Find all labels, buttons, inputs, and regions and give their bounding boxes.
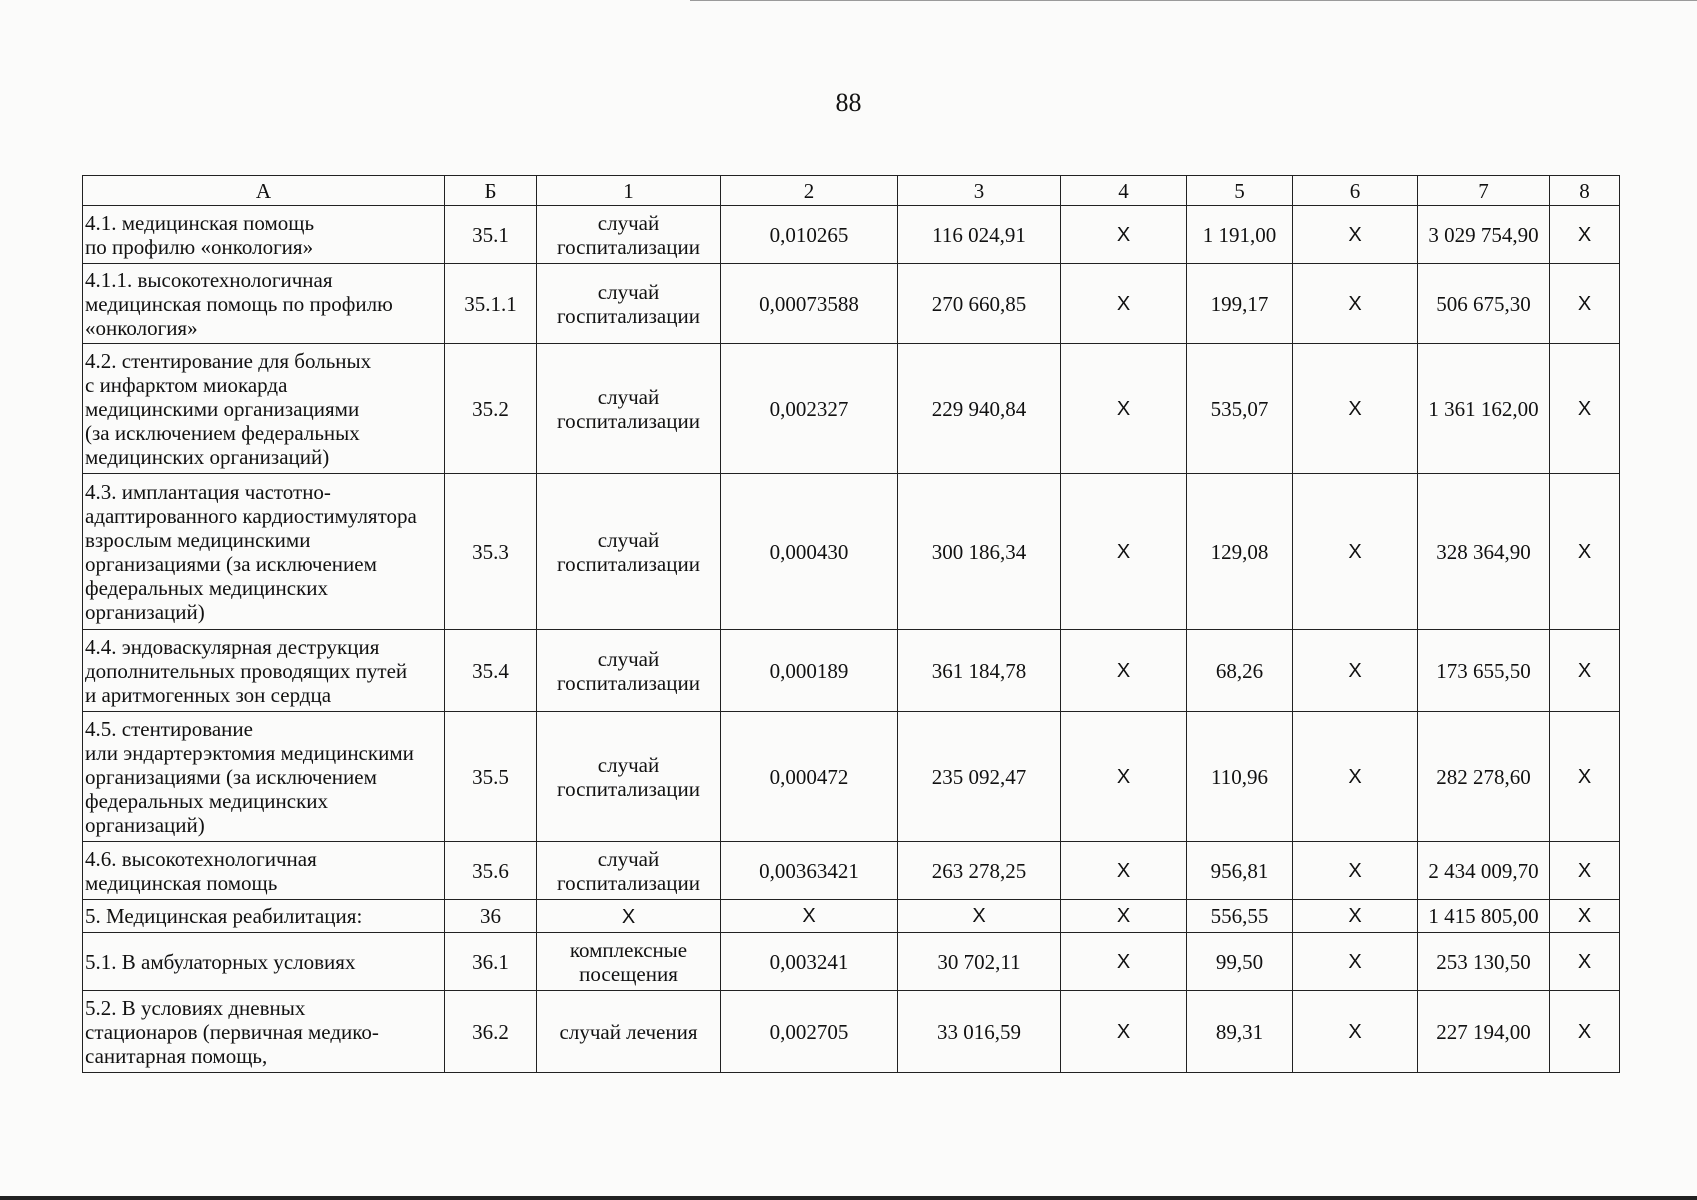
row-name-line: по профилю «онкология» [85,234,314,259]
cell-c2: X [721,900,898,933]
row-unit-line: случай [597,752,660,777]
cell-c2: 0,00363421 [721,842,898,900]
cell-c2: 0,002327 [721,344,898,474]
row-unit-line: госпитализации [557,776,700,801]
header-cell: 2 [721,176,898,206]
header-cell: 8 [1550,176,1620,206]
row-name-line: 5. Медицинская реабилитация: [85,904,363,928]
header-cell: А [83,176,445,206]
cell-c5: 68,26 [1187,630,1293,712]
cell-c5: 110,96 [1187,712,1293,842]
cell-c4: X [1061,206,1187,264]
header-cell: 6 [1293,176,1418,206]
cell-c2: 0,00073588 [721,264,898,344]
row-name [83,900,445,933]
cell-c4: X [1061,991,1187,1073]
scan-bottom-edge [0,1196,1697,1200]
row-code: 35.1 [445,206,537,264]
row-unit [537,991,721,1073]
row-name [83,630,445,712]
row-unit-line: госпитализации [557,670,700,695]
row-unit-line: случай [597,384,660,409]
cell-c6: X [1293,264,1418,344]
row-unit [537,842,721,900]
row-name-line: 4.1.1. высокотехнологичная [85,267,333,292]
cell-c7: 173 655,50 [1418,630,1550,712]
row-name [83,842,445,900]
row-name-line: организациями (за исключением [85,764,377,789]
cell-c8: X [1550,991,1620,1073]
cell-c4: X [1061,712,1187,842]
row-name-line: или эндартерэктомия медицинскими [85,740,414,765]
cell-c8: X [1550,344,1620,474]
cell-c3: 229 940,84 [898,344,1061,474]
header-cell: Б [445,176,537,206]
cell-c6: X [1293,344,1418,474]
row-name [83,991,445,1073]
cell-c8: X [1550,933,1620,991]
row-unit [537,630,721,712]
row-code: 36 [445,900,537,933]
row-code: 35.5 [445,712,537,842]
row-name-line: 4.5. стентирование [85,716,253,741]
cell-c4: X [1061,900,1187,933]
row-name-line: дополнительных проводящих путей [85,658,408,683]
cell-c5: 1 191,00 [1187,206,1293,264]
cell-c7: 1 415 805,00 [1418,900,1550,933]
row-name-line: адаптированного кардиостимулятора [85,503,417,528]
header-cell: 4 [1061,176,1187,206]
row-code: 35.2 [445,344,537,474]
table-row [83,712,1620,842]
row-name-line: взрослым медицинскими [85,527,311,552]
cell-c5: 129,08 [1187,474,1293,630]
cell-c3: X [898,900,1061,933]
table-row [83,206,1620,264]
row-unit-line: случай [597,210,660,235]
row-code: 36.2 [445,991,537,1073]
page-number: 88 [835,88,862,117]
row-unit-line: госпитализации [557,870,700,895]
table-row [83,933,1620,991]
table-row [83,474,1620,630]
row-unit-line: посещения [579,961,678,986]
row-unit-line: случай лечения [559,1019,698,1044]
table-row [83,900,1620,933]
row-name-line: «онкология» [85,315,198,340]
row-code: 35.6 [445,842,537,900]
cell-c4: X [1061,344,1187,474]
row-name-line: (за исключением федеральных [85,420,360,445]
row-unit-line: случай [597,646,660,671]
table-row [83,630,1620,712]
table-row [83,264,1620,344]
cell-c6: X [1293,991,1418,1073]
row-code: 35.1.1 [445,264,537,344]
cell-c2: 0,003241 [721,933,898,991]
scan-top-edge [690,0,1697,1]
cell-c6: X [1293,474,1418,630]
row-name-line: 4.6. высокотехнологичная [85,846,317,871]
cell-c8: X [1550,474,1620,630]
cell-c7: 253 130,50 [1418,933,1550,991]
header-cell: 5 [1187,176,1293,206]
row-name-line: 4.4. эндоваскулярная деструкция [85,634,380,659]
row-unit-line: госпитализации [557,303,700,328]
cell-c6: X [1293,933,1418,991]
cell-c2: 0,000430 [721,474,898,630]
cell-c8: X [1550,630,1620,712]
cell-c3: 263 278,25 [898,842,1061,900]
cell-c5: 99,50 [1187,933,1293,991]
row-code: 35.3 [445,474,537,630]
cell-c7: 328 364,90 [1418,474,1550,630]
cell-c4: X [1061,842,1187,900]
cell-c8: X [1550,712,1620,842]
row-name [83,933,445,991]
cell-c6: X [1293,900,1418,933]
cell-c5: 199,17 [1187,264,1293,344]
row-name-line: медицинская помощь [85,870,278,895]
row-name-line: медицинских организаций) [85,444,330,469]
row-name-line: организаций) [85,599,205,624]
row-name-line: федеральных медицинских [85,575,329,600]
row-unit-line: госпитализации [557,408,700,433]
row-unit [537,264,721,344]
row-name-line: 5.1. В амбулаторных условиях [85,949,356,974]
row-name-line: 4.3. имплантация частотно- [85,479,331,504]
cell-c3: 361 184,78 [898,630,1061,712]
cell-c4: X [1061,933,1187,991]
header-cell: 7 [1418,176,1550,206]
row-name-line: 5.2. В условиях дневных [85,995,306,1020]
cell-c5: 556,55 [1187,900,1293,933]
row-name-line: стационаров (первичная медико- [85,1019,379,1044]
row-unit [537,344,721,474]
row-name-line: санитарная помощь, [85,1043,268,1068]
table-row [83,344,1620,474]
row-name-line: и аритмогенных зон сердца [85,682,332,707]
cell-c2: 0,000472 [721,712,898,842]
cell-c3: 30 702,11 [898,933,1061,991]
cell-c8: X [1550,264,1620,344]
cell-c7: 506 675,30 [1418,264,1550,344]
cell-c5: 89,31 [1187,991,1293,1073]
row-unit-line: случай [597,279,660,304]
row-name-line: 4.2. стентирование для больных [85,348,372,373]
cell-c4: X [1061,264,1187,344]
row-name-line: организаций) [85,812,205,837]
cell-c5: 956,81 [1187,842,1293,900]
row-name-line: организациями (за исключением [85,551,377,576]
cell-c7: 1 361 162,00 [1418,344,1550,474]
row-name-line: с инфарктом миокарда [85,372,288,397]
row-name-line: федеральных медицинских [85,788,329,813]
row-name [83,712,445,842]
cell-c8: X [1550,842,1620,900]
cell-c8: X [1550,900,1620,933]
row-name [83,264,445,344]
row-unit-line: комплексные [569,937,688,962]
cell-c7: 227 194,00 [1418,991,1550,1073]
row-code: 35.4 [445,630,537,712]
cell-c4: X [1061,474,1187,630]
row-unit [537,474,721,630]
cell-c8: X [1550,206,1620,264]
header-row [83,176,1620,206]
cell-c7: 2 434 009,70 [1418,842,1550,900]
row-name-line: медицинскими организациями [85,396,360,421]
header-cell: 1 [537,176,721,206]
row-unit-line: случай [597,527,660,552]
cell-c6: X [1293,206,1418,264]
cell-c7: 282 278,60 [1418,712,1550,842]
row-name-line: 4.1. медицинская помощь [85,210,315,235]
row-unit-line: случай [597,846,660,871]
table-row [83,991,1620,1073]
cell-c6: X [1293,630,1418,712]
cell-c3: 270 660,85 [898,264,1061,344]
row-unit [537,900,721,933]
row-name-line: медицинская помощь по профилю [85,291,393,316]
row-code: 36.1 [445,933,537,991]
cell-c3: 33 016,59 [898,991,1061,1073]
cell-c3: 235 092,47 [898,712,1061,842]
row-name [83,206,445,264]
cell-c3: 300 186,34 [898,474,1061,630]
cell-c6: X [1293,842,1418,900]
cell-c2: 0,002705 [721,991,898,1073]
tariff-table [82,175,1620,1073]
cell-c2: 0,010265 [721,206,898,264]
row-unit [537,206,721,264]
cell-c2: 0,000189 [721,630,898,712]
cell-c4: X [1061,630,1187,712]
header-cell: 3 [898,176,1061,206]
cell-c6: X [1293,712,1418,842]
cell-c5: 535,07 [1187,344,1293,474]
row-unit [537,933,721,991]
row-unit-line: госпитализации [557,234,700,259]
row-unit [537,712,721,842]
row-unit-line: X [621,905,636,928]
row-unit-line: госпитализации [557,551,700,576]
cell-c3: 116 024,91 [898,206,1061,264]
table-row [83,842,1620,900]
row-name [83,474,445,630]
row-name [83,344,445,474]
cell-c7: 3 029 754,90 [1418,206,1550,264]
